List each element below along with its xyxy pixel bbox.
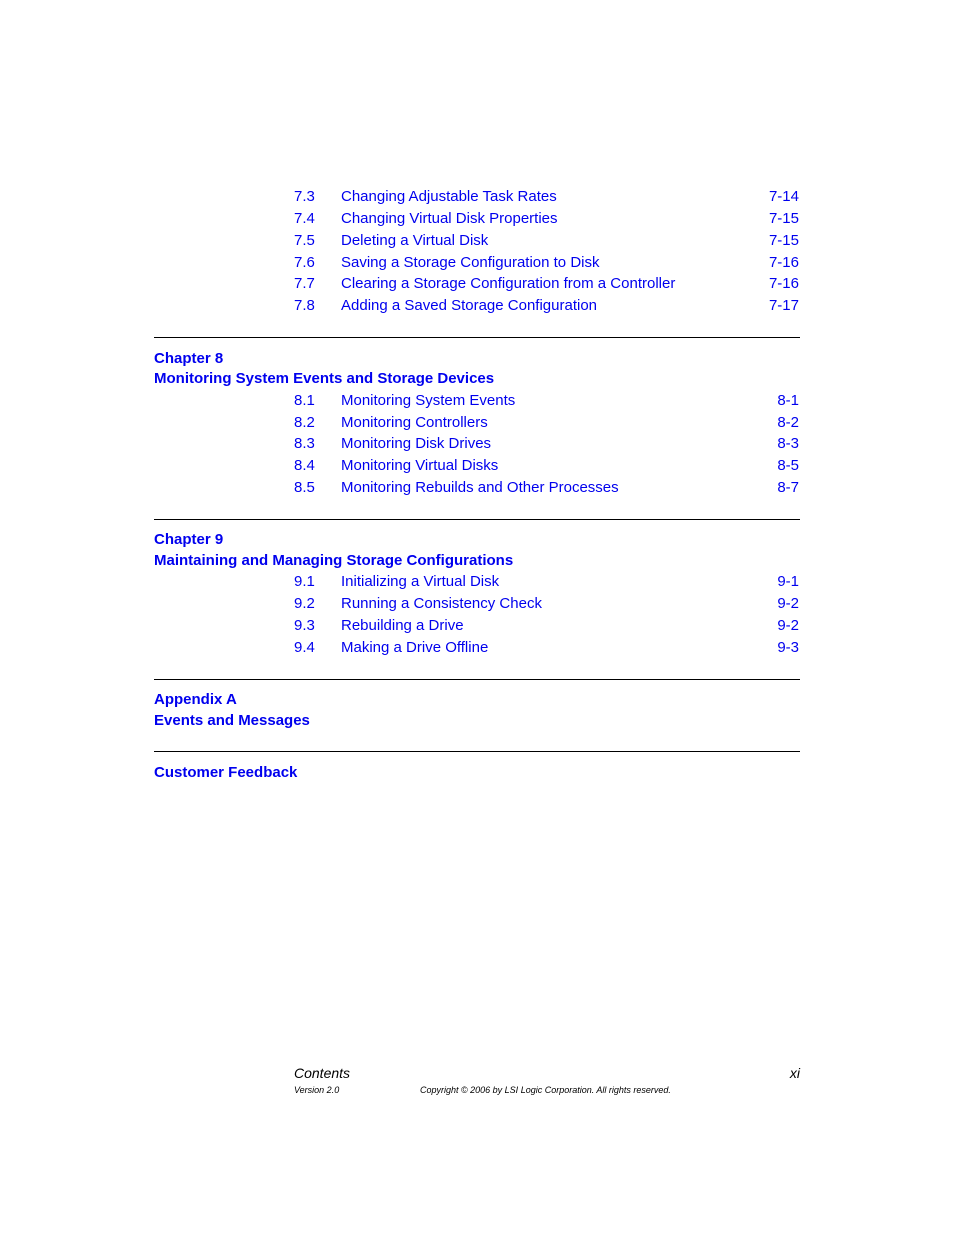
entry-page: 8-3	[777, 435, 799, 452]
entry-number: 8.5	[294, 479, 315, 496]
entry-title: Deleting a Virtual Disk	[341, 232, 489, 249]
entry-title: Initializing a Virtual Disk	[341, 573, 500, 590]
toc-entry-7-3[interactable]	[0, 188, 954, 210]
toc-entry-8-2[interactable]	[0, 414, 954, 436]
entry-title: Changing Virtual Disk Properties	[341, 210, 558, 227]
entry-page: 9-2	[777, 595, 799, 612]
toc-entry-7-7[interactable]	[0, 275, 954, 297]
chapter-8-label[interactable]: Chapter 8	[154, 350, 224, 367]
toc-entry-8-1[interactable]	[0, 392, 954, 414]
entry-page: 8-1	[777, 392, 799, 409]
entry-title: Making a Drive Offline	[341, 639, 489, 656]
entry-title: Monitoring Rebuilds and Other Processes	[341, 479, 619, 496]
entry-page: 7-16	[768, 254, 799, 271]
entry-title: Clearing a Storage Configuration from a Controller	[341, 275, 676, 292]
section-divider	[154, 337, 800, 338]
toc-entry-7-8[interactable]	[0, 297, 954, 319]
entry-page: 9-1	[777, 573, 799, 590]
entry-title: Monitoring System Events	[341, 392, 516, 409]
section-divider	[154, 519, 800, 520]
entry-page: 8-7	[777, 479, 799, 496]
entry-page: 7-17	[768, 297, 799, 314]
toc-entry-7-5[interactable]	[0, 232, 954, 254]
chapter-9-label[interactable]: Chapter 9	[154, 531, 224, 548]
entry-number: 8.3	[294, 435, 315, 452]
entry-title: Monitoring Controllers	[341, 414, 488, 431]
toc-entry-8-3[interactable]	[0, 435, 954, 457]
entry-title: Monitoring Virtual Disks	[341, 457, 499, 474]
entry-page: 9-2	[777, 617, 799, 634]
section-divider	[154, 751, 800, 752]
entry-number: 7.3	[294, 188, 315, 205]
entry-title: Monitoring Disk Drives	[341, 435, 492, 452]
entry-number: 8.2	[294, 414, 315, 431]
toc-entry-8-4[interactable]	[0, 457, 954, 479]
entry-page: 9-3	[777, 639, 799, 656]
entry-number: 8.1	[294, 392, 315, 409]
toc-entry-9-2[interactable]	[0, 595, 954, 617]
entry-title: Adding a Saved Storage Configuration	[341, 297, 598, 314]
entry-number: 9.4	[294, 639, 315, 656]
entry-number: 7.6	[294, 254, 315, 271]
toc-entry-7-6[interactable]	[0, 254, 954, 276]
entry-number: 7.8	[294, 297, 315, 314]
chapter-9-title[interactable]: Maintaining and Managing Storage Configurations	[154, 552, 514, 569]
toc-entry-9-4[interactable]	[0, 639, 954, 661]
footer-section-name: Contents	[294, 1065, 351, 1081]
entry-page: 7-15	[768, 232, 799, 249]
toc-entry-7-4[interactable]	[0, 210, 954, 232]
entry-page: 7-15	[768, 210, 799, 227]
entry-page: 8-2	[777, 414, 799, 431]
footer-version: Version 2.0	[294, 1085, 340, 1095]
section-divider	[154, 679, 800, 680]
entry-title: Running a Consistency Check	[341, 595, 542, 612]
entry-title: Saving a Storage Configuration to Disk	[341, 254, 600, 271]
toc-entry-9-3[interactable]	[0, 617, 954, 639]
entry-title: Rebuilding a Drive	[341, 617, 464, 634]
entry-number: 9.2	[294, 595, 315, 612]
entry-title: Changing Adjustable Task Rates	[341, 188, 557, 205]
footer-page-number: xi	[789, 1065, 800, 1081]
entry-page: 8-5	[777, 457, 799, 474]
appendix-a-label[interactable]: Appendix A	[154, 691, 237, 708]
toc-entry-9-1[interactable]	[0, 573, 954, 595]
entry-number: 7.7	[294, 275, 315, 292]
footer-copyright: Copyright © 2006 by LSI Logic Corporation. All rights reserved.	[420, 1085, 671, 1095]
entry-number: 9.1	[294, 573, 315, 590]
customer-feedback-link[interactable]: Customer Feedback	[154, 764, 298, 781]
entry-number: 8.4	[294, 457, 315, 474]
entry-number: 7.4	[294, 210, 315, 227]
entry-page: 7-14	[768, 188, 799, 205]
toc-entry-8-5[interactable]	[0, 479, 954, 501]
chapter-8-title[interactable]: Monitoring System Events and Storage Devices	[154, 370, 495, 387]
entry-number: 7.5	[294, 232, 315, 249]
appendix-a-title[interactable]: Events and Messages	[154, 712, 310, 729]
entry-page: 7-16	[768, 275, 799, 292]
entry-number: 9.3	[294, 617, 315, 634]
